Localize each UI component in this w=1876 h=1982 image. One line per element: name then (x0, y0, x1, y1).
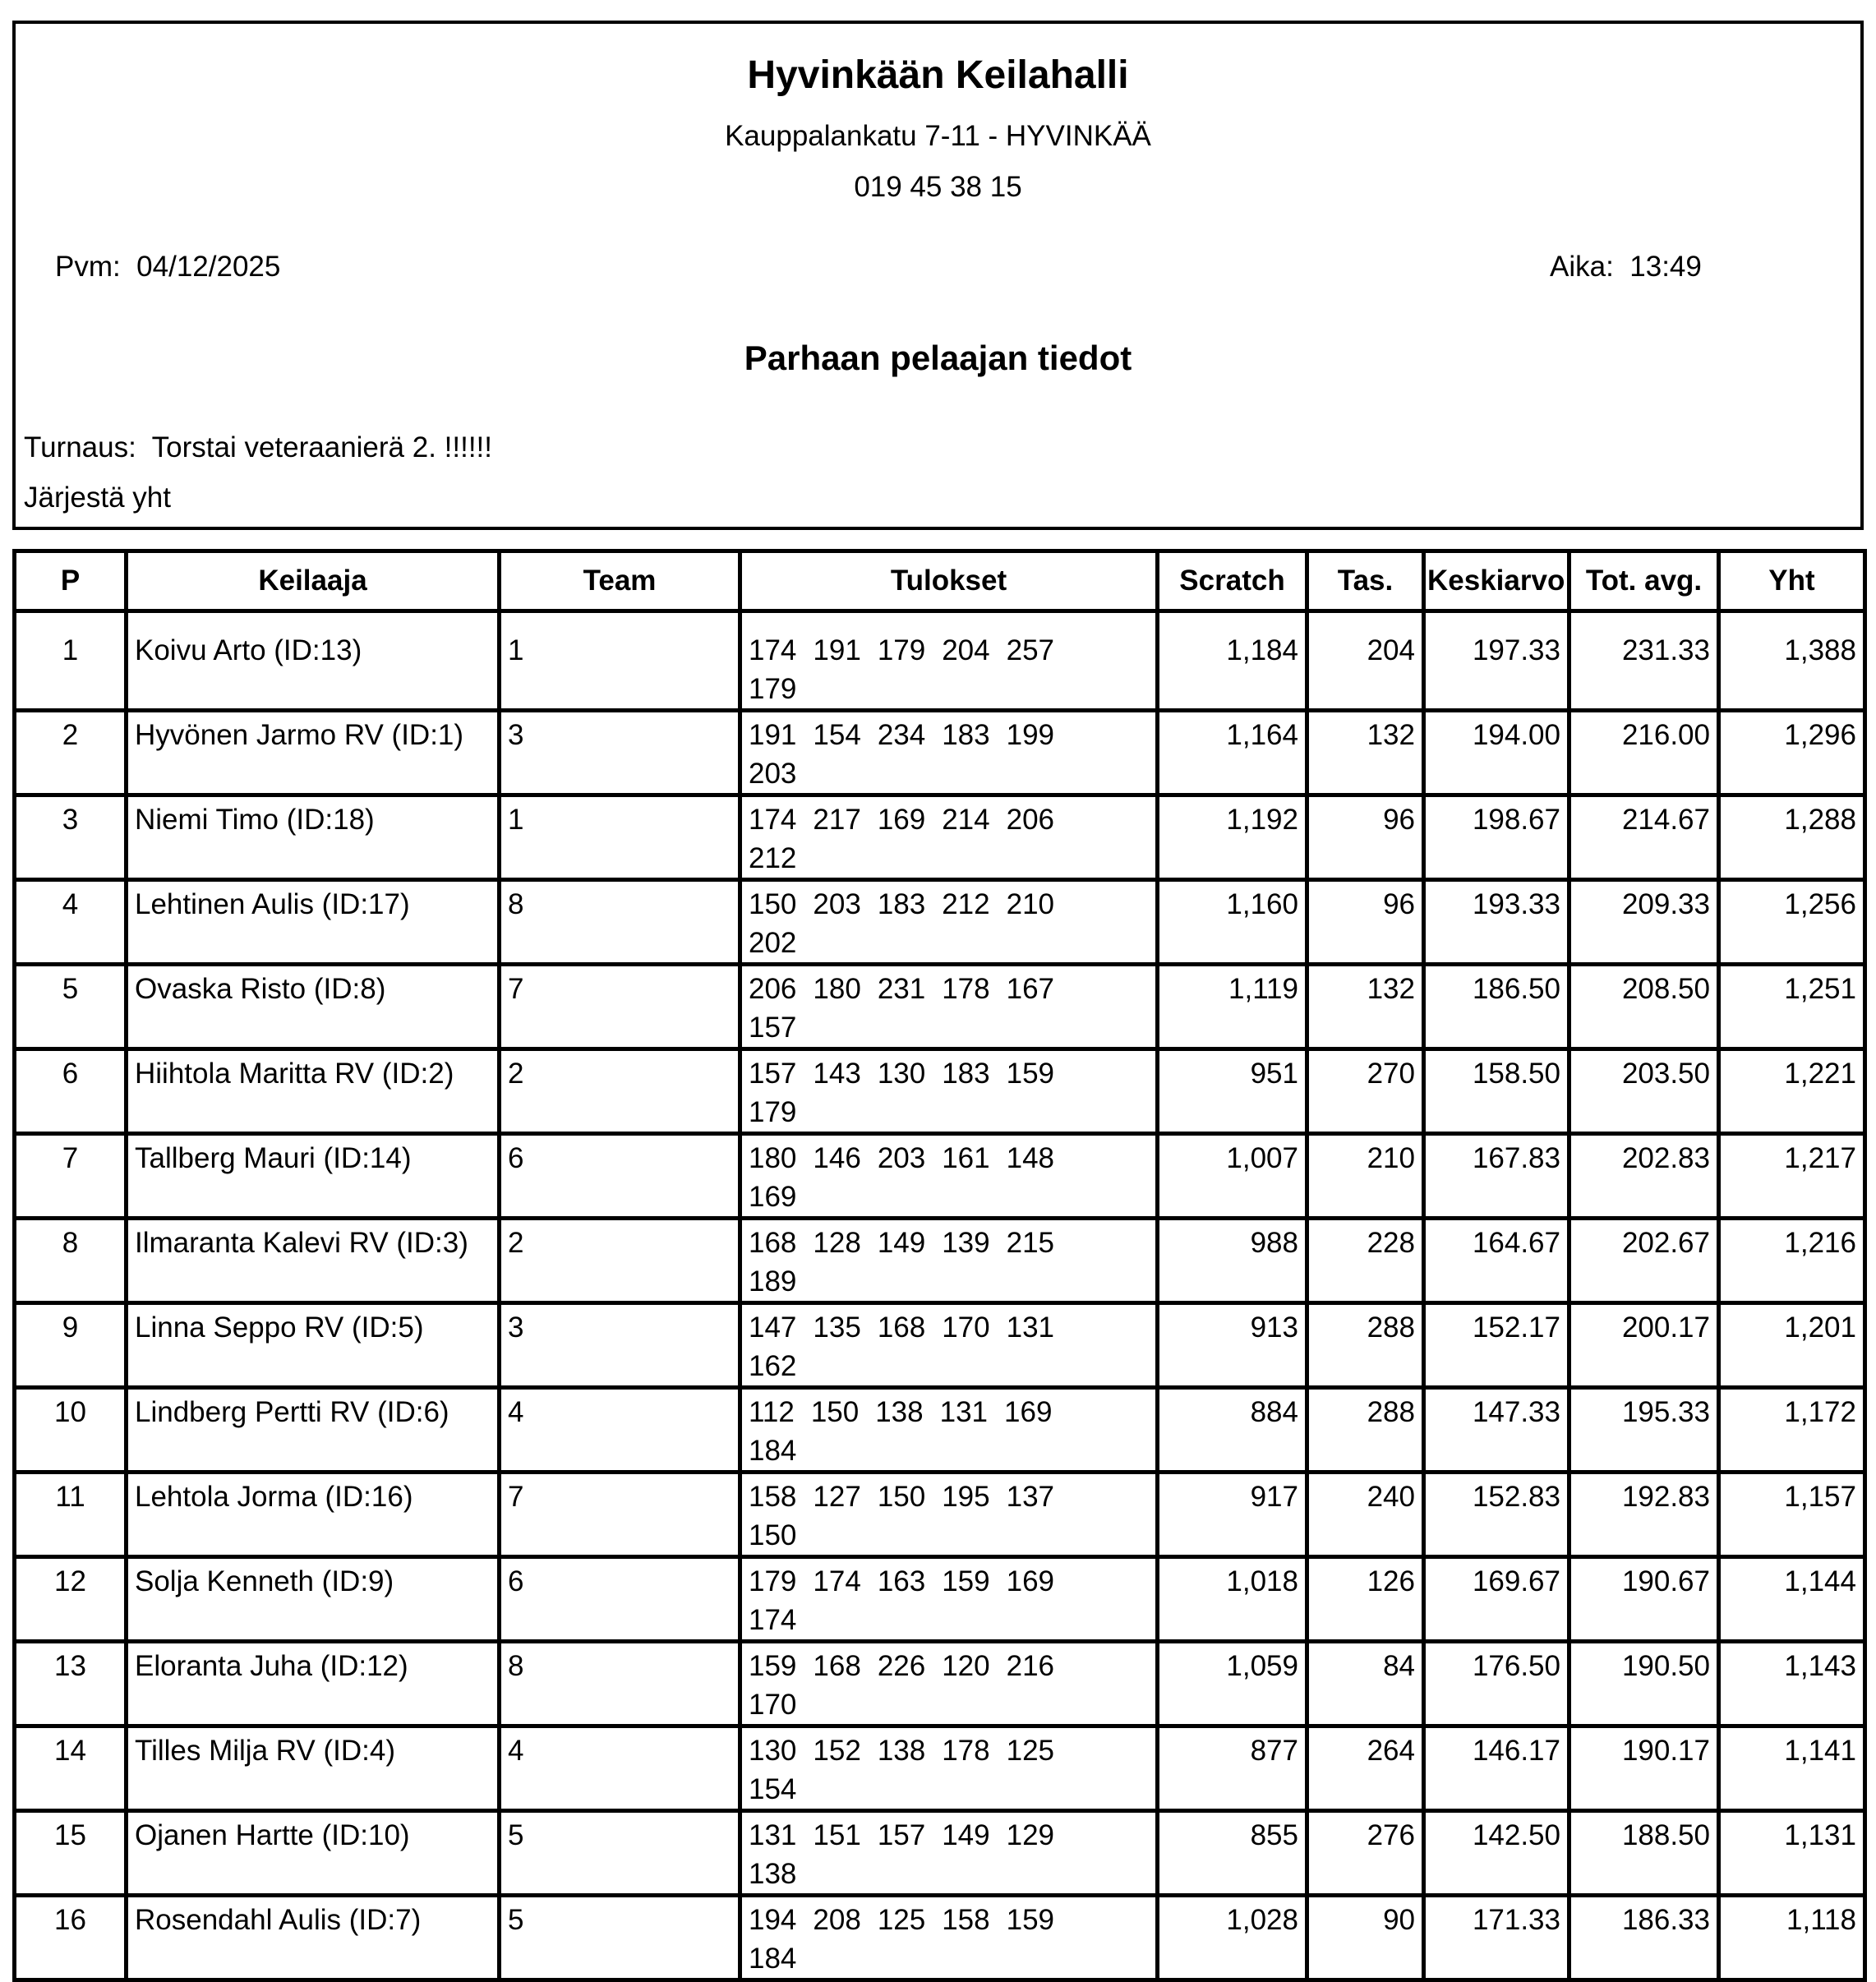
table-row (15, 1049, 1865, 1134)
team-cell: 8 (500, 880, 740, 965)
table-row (15, 1134, 1865, 1219)
average-cell: 176.50 (1424, 1642, 1569, 1726)
total-cell: 1,157 (1719, 1473, 1865, 1557)
total-average-cell: 209.33 (1569, 880, 1719, 965)
total-average-cell: 202.83 (1569, 1134, 1719, 1219)
game-score: 154 (749, 1773, 797, 1805)
position-cell: 6 (15, 1049, 127, 1134)
team-cell: 6 (500, 1557, 740, 1642)
table-row (15, 795, 1865, 880)
average-cell: 164.67 (1424, 1219, 1569, 1303)
handicap-cell: 228 (1307, 1219, 1424, 1303)
average-cell: 198.67 (1424, 795, 1569, 880)
position-cell: 8 (15, 1219, 127, 1303)
team-cell: 8 (500, 1642, 740, 1726)
average-cell: 194.00 (1424, 711, 1569, 795)
scores-cell (740, 795, 1158, 880)
game-score: 216 (1006, 1650, 1055, 1682)
game-score: 157 (877, 1819, 926, 1851)
game-score: 159 (749, 1650, 797, 1682)
team-cell: 3 (500, 1303, 740, 1388)
total-cell: 1,288 (1719, 795, 1865, 880)
handicap-cell: 270 (1307, 1049, 1424, 1134)
table-row (15, 965, 1865, 1049)
total-cell: 1,118 (1719, 1896, 1865, 1980)
position-cell: 12 (15, 1557, 127, 1642)
total-cell: 1,143 (1719, 1642, 1865, 1726)
total-cell: 1,251 (1719, 965, 1865, 1049)
game-score: 179 (749, 1096, 797, 1128)
handicap-cell: 288 (1307, 1388, 1424, 1473)
scratch-cell: 1,007 (1158, 1134, 1307, 1219)
handicap-cell: 288 (1307, 1303, 1424, 1388)
game-score: 199 (1006, 719, 1055, 751)
game-score: 180 (749, 1142, 797, 1174)
scratch-cell: 884 (1158, 1388, 1307, 1473)
total-cell: 1,221 (1719, 1049, 1865, 1134)
game-score: 112 (749, 1396, 795, 1428)
handicap-cell: 204 (1307, 611, 1424, 711)
table-row (15, 1388, 1865, 1473)
game-score: 203 (877, 1142, 926, 1174)
scratch-cell: 1,160 (1158, 880, 1307, 965)
bowler-name-cell: Lehtinen Aulis (ID:17) (127, 880, 500, 965)
handicap-cell: 84 (1307, 1642, 1424, 1726)
total-cell: 1,131 (1719, 1811, 1865, 1896)
scratch-cell: 1,184 (1158, 611, 1307, 711)
game-score: 150 (749, 888, 797, 920)
scores-cell (740, 1134, 1158, 1219)
bowler-name-cell: Ovaska Risto (ID:8) (127, 965, 500, 1049)
col-header-position: P (15, 551, 127, 611)
total-average-cell: 203.50 (1569, 1049, 1719, 1134)
total-average-cell: 192.83 (1569, 1473, 1719, 1557)
table-row (15, 1642, 1865, 1726)
game-score: 231 (877, 973, 926, 1005)
total-average-cell: 200.17 (1569, 1303, 1719, 1388)
team-cell: 3 (500, 711, 740, 795)
bowler-name-cell: Hiihtola Maritta RV (ID:2) (127, 1049, 500, 1134)
scores-cell (740, 1896, 1158, 1980)
table-row (15, 1303, 1865, 1388)
scores-cell (740, 1811, 1158, 1896)
scores-cell (740, 965, 1158, 1049)
scores-cell (740, 711, 1158, 795)
game-score: 169 (877, 804, 926, 836)
game-score: 168 (749, 1227, 797, 1259)
position-cell: 10 (15, 1388, 127, 1473)
game-score: 183 (942, 719, 990, 751)
game-score: 217 (813, 804, 861, 836)
venue-title: Hyvinkään Keilahalli (747, 53, 1129, 97)
game-score: 138 (877, 1735, 926, 1767)
game-score: 184 (749, 1435, 797, 1467)
scores-cell (740, 880, 1158, 965)
total-average-cell: 214.67 (1569, 795, 1719, 880)
col-header-bowler: Keilaaja (127, 551, 500, 611)
team-cell: 7 (500, 1473, 740, 1557)
bowler-name-cell: Ilmaranta Kalevi RV (ID:3) (127, 1219, 500, 1303)
total-average-cell: 216.00 (1569, 711, 1719, 795)
game-score: 148 (1006, 1142, 1055, 1174)
game-score: 150 (810, 1396, 860, 1428)
handicap-cell: 276 (1307, 1811, 1424, 1896)
total-cell: 1,172 (1719, 1388, 1865, 1473)
game-score: 169 (1006, 1565, 1055, 1597)
position-cell: 14 (15, 1726, 127, 1811)
game-score: 174 (813, 1565, 861, 1597)
game-score: 179 (749, 1565, 797, 1597)
game-score: 206 (749, 973, 797, 1005)
position-cell: 9 (15, 1303, 127, 1388)
game-score: 180 (813, 973, 861, 1005)
total-average-cell: 190.17 (1569, 1726, 1719, 1811)
total-average-cell: 186.33 (1569, 1896, 1719, 1980)
average-cell: 167.83 (1424, 1134, 1569, 1219)
results-table (12, 549, 1867, 1982)
scratch-cell: 1,119 (1158, 965, 1307, 1049)
scratch-cell: 917 (1158, 1473, 1307, 1557)
scores-cell (740, 1726, 1158, 1811)
game-score: 184 (749, 1943, 797, 1975)
game-score: 146 (813, 1142, 861, 1174)
game-score: 120 (942, 1650, 990, 1682)
game-score: 169 (1004, 1396, 1053, 1428)
average-cell: 169.67 (1424, 1557, 1569, 1642)
position-cell: 7 (15, 1134, 127, 1219)
game-score: 212 (749, 842, 797, 874)
total-cell: 1,296 (1719, 711, 1865, 795)
game-score: 147 (749, 1311, 797, 1344)
game-score: 159 (1006, 1058, 1055, 1090)
col-header-total: Yht (1719, 551, 1865, 611)
game-score: 149 (942, 1819, 990, 1851)
total-average-cell: 190.67 (1569, 1557, 1719, 1642)
table-row (15, 1811, 1865, 1896)
table-row (15, 611, 1865, 711)
game-score: 157 (749, 1012, 797, 1044)
game-score: 169 (749, 1181, 797, 1213)
bowler-name-cell: Lindberg Pertti RV (ID:6) (127, 1388, 500, 1473)
game-score: 168 (877, 1311, 926, 1344)
scores-cell (740, 611, 1158, 711)
table-row (15, 1557, 1865, 1642)
game-score: 131 (939, 1396, 989, 1428)
position-cell: 3 (15, 795, 127, 880)
average-cell: 197.33 (1424, 611, 1569, 711)
table-header-row (15, 551, 1865, 611)
scratch-cell: 951 (1158, 1049, 1307, 1134)
game-score: 139 (942, 1227, 990, 1259)
scores-cell (740, 1388, 1158, 1473)
game-score: 191 (813, 634, 861, 666)
report-title: Parhaan pelaajan tiedot (744, 339, 1132, 377)
total-cell: 1,217 (1719, 1134, 1865, 1219)
game-score: 159 (942, 1565, 990, 1597)
game-score: 130 (749, 1735, 797, 1767)
total-cell: 1,144 (1719, 1557, 1865, 1642)
col-header-total-average: Tot. avg. (1569, 551, 1719, 611)
average-cell: 147.33 (1424, 1388, 1569, 1473)
col-header-scratch: Scratch (1158, 551, 1307, 611)
game-score: 130 (877, 1058, 926, 1090)
game-score: 163 (877, 1565, 926, 1597)
scores-cell (740, 1642, 1158, 1726)
handicap-cell: 132 (1307, 711, 1424, 795)
game-score: 234 (877, 719, 926, 751)
table-row (15, 711, 1865, 795)
team-cell: 2 (500, 1219, 740, 1303)
game-score: 151 (813, 1819, 861, 1851)
total-average-cell: 208.50 (1569, 965, 1719, 1049)
handicap-cell: 90 (1307, 1896, 1424, 1980)
bowler-name-cell: Niemi Timo (ID:18) (127, 795, 500, 880)
total-cell: 1,141 (1719, 1726, 1865, 1811)
game-score: 168 (813, 1650, 861, 1682)
game-score: 202 (749, 927, 797, 959)
col-header-team: Team (500, 551, 740, 611)
average-cell: 171.33 (1424, 1896, 1569, 1980)
game-score: 189 (749, 1265, 797, 1298)
game-score: 178 (942, 973, 990, 1005)
bowler-name-cell: Hyvönen Jarmo RV (ID:1) (127, 711, 500, 795)
game-score: 183 (942, 1058, 990, 1090)
total-average-cell: 231.33 (1569, 611, 1719, 711)
venue-phone: 019 45 38 15 (854, 171, 1022, 203)
scores-cell (740, 1303, 1158, 1388)
game-score: 226 (877, 1650, 926, 1682)
handicap-cell: 96 (1307, 880, 1424, 965)
game-score: 215 (1006, 1227, 1055, 1259)
game-score: 183 (877, 888, 926, 920)
scratch-cell: 1,164 (1158, 711, 1307, 795)
position-cell: 13 (15, 1642, 127, 1726)
total-average-cell: 202.67 (1569, 1219, 1719, 1303)
game-score: 174 (749, 634, 797, 666)
game-score: 154 (813, 719, 861, 751)
game-score: 162 (749, 1350, 797, 1382)
game-score: 204 (942, 634, 990, 666)
game-score: 179 (877, 634, 926, 666)
game-score: 129 (1006, 1819, 1055, 1851)
game-score: 125 (877, 1904, 926, 1936)
scores-cell (740, 1219, 1158, 1303)
team-cell: 5 (500, 1811, 740, 1896)
game-score: 257 (1006, 634, 1055, 666)
total-average-cell: 188.50 (1569, 1811, 1719, 1896)
scores-cell (740, 1049, 1158, 1134)
table-row (15, 1726, 1865, 1811)
table-row (15, 1473, 1865, 1557)
team-cell: 4 (500, 1388, 740, 1473)
bowler-name-cell: Linna Seppo RV (ID:5) (127, 1303, 500, 1388)
total-cell: 1,216 (1719, 1219, 1865, 1303)
game-score: 174 (749, 804, 797, 836)
average-cell: 193.33 (1424, 880, 1569, 965)
average-cell: 158.50 (1424, 1049, 1569, 1134)
game-score: 152 (813, 1735, 861, 1767)
position-cell: 16 (15, 1896, 127, 1980)
bowler-name-cell: Koivu Arto (ID:13) (127, 611, 500, 711)
game-score: 203 (749, 758, 797, 790)
team-cell: 4 (500, 1726, 740, 1811)
game-score: 137 (1006, 1481, 1055, 1513)
total-cell: 1,256 (1719, 880, 1865, 965)
scratch-cell: 913 (1158, 1303, 1307, 1388)
report-date: Pvm: 04/12/2025 (55, 251, 281, 283)
report-time: Aika: 13:49 (1550, 251, 1702, 283)
total-cell: 1,201 (1719, 1303, 1865, 1388)
game-score: 174 (749, 1604, 797, 1636)
game-score: 194 (749, 1904, 797, 1936)
average-cell: 142.50 (1424, 1811, 1569, 1896)
scratch-cell: 855 (1158, 1811, 1307, 1896)
game-score: 191 (749, 719, 797, 751)
game-score: 212 (942, 888, 990, 920)
game-score: 195 (942, 1481, 990, 1513)
game-score: 178 (942, 1735, 990, 1767)
game-score: 158 (942, 1904, 990, 1936)
col-header-average: Keskiarvo (1424, 551, 1569, 611)
scratch-cell: 1,192 (1158, 795, 1307, 880)
game-score: 179 (749, 673, 797, 705)
handicap-cell: 264 (1307, 1726, 1424, 1811)
handicap-cell: 240 (1307, 1473, 1424, 1557)
bowler-name-cell: Eloranta Juha (ID:12) (127, 1642, 500, 1726)
average-cell: 146.17 (1424, 1726, 1569, 1811)
bowler-name-cell: Tilles Milja RV (ID:4) (127, 1726, 500, 1811)
table-row (15, 1219, 1865, 1303)
total-cell: 1,388 (1719, 611, 1865, 711)
position-cell: 1 (15, 611, 127, 711)
game-score: 131 (1006, 1311, 1055, 1344)
col-header-scores: Tulokset (740, 551, 1158, 611)
game-score: 157 (749, 1058, 797, 1090)
scratch-cell: 988 (1158, 1219, 1307, 1303)
tournament-name: Turnaus: Torstai veteraanierä 2. !!!!!! (24, 431, 492, 463)
game-score: 127 (813, 1481, 861, 1513)
col-header-handicap: Tas. (1307, 551, 1424, 611)
game-score: 203 (813, 888, 861, 920)
bowler-name-cell: Tallberg Mauri (ID:14) (127, 1134, 500, 1219)
sort-order: Järjestä yht (24, 482, 171, 514)
game-score: 214 (942, 804, 990, 836)
game-score: 167 (1006, 973, 1055, 1005)
total-average-cell: 190.50 (1569, 1642, 1719, 1726)
table-row (15, 1896, 1865, 1980)
game-score: 138 (749, 1858, 797, 1890)
game-score: 210 (1006, 888, 1055, 920)
position-cell: 11 (15, 1473, 127, 1557)
game-score: 138 (875, 1396, 924, 1428)
game-score: 170 (749, 1689, 797, 1721)
handicap-cell: 132 (1307, 965, 1424, 1049)
bowler-name-cell: Ojanen Hartte (ID:10) (127, 1811, 500, 1896)
total-average-cell: 195.33 (1569, 1388, 1719, 1473)
scratch-cell: 1,018 (1158, 1557, 1307, 1642)
game-score: 149 (877, 1227, 926, 1259)
game-score: 206 (1006, 804, 1055, 836)
handicap-cell: 210 (1307, 1134, 1424, 1219)
team-cell: 2 (500, 1049, 740, 1134)
team-cell: 6 (500, 1134, 740, 1219)
scratch-cell: 1,059 (1158, 1642, 1307, 1726)
position-cell: 5 (15, 965, 127, 1049)
game-score: 161 (942, 1142, 990, 1174)
bowler-name-cell: Lehtola Jorma (ID:16) (127, 1473, 500, 1557)
game-score: 143 (813, 1058, 861, 1090)
game-score: 159 (1006, 1904, 1055, 1936)
venue-address: Kauppalankatu 7-11 - HYVINKÄÄ (725, 120, 1151, 152)
game-score: 125 (1006, 1735, 1055, 1767)
scratch-cell: 877 (1158, 1726, 1307, 1811)
game-score: 131 (749, 1819, 797, 1851)
position-cell: 4 (15, 880, 127, 965)
table-row (15, 880, 1865, 965)
game-score: 208 (813, 1904, 861, 1936)
game-score: 170 (942, 1311, 990, 1344)
team-cell: 5 (500, 1896, 740, 1980)
position-cell: 15 (15, 1811, 127, 1896)
handicap-cell: 96 (1307, 795, 1424, 880)
scores-cell (740, 1473, 1158, 1557)
bowler-name-cell: Solja Kenneth (ID:9) (127, 1557, 500, 1642)
game-score: 128 (813, 1227, 861, 1259)
game-score: 135 (813, 1311, 861, 1344)
team-cell: 1 (500, 795, 740, 880)
average-cell: 186.50 (1424, 965, 1569, 1049)
average-cell: 152.83 (1424, 1473, 1569, 1557)
game-score: 150 (749, 1519, 797, 1551)
position-cell: 2 (15, 711, 127, 795)
game-score: 158 (749, 1481, 797, 1513)
game-score: 150 (877, 1481, 926, 1513)
bowler-name-cell: Rosendahl Aulis (ID:7) (127, 1896, 500, 1980)
handicap-cell: 126 (1307, 1557, 1424, 1642)
team-cell: 7 (500, 965, 740, 1049)
scores-cell (740, 1557, 1158, 1642)
average-cell: 152.17 (1424, 1303, 1569, 1388)
scratch-cell: 1,028 (1158, 1896, 1307, 1980)
team-cell: 1 (500, 611, 740, 711)
